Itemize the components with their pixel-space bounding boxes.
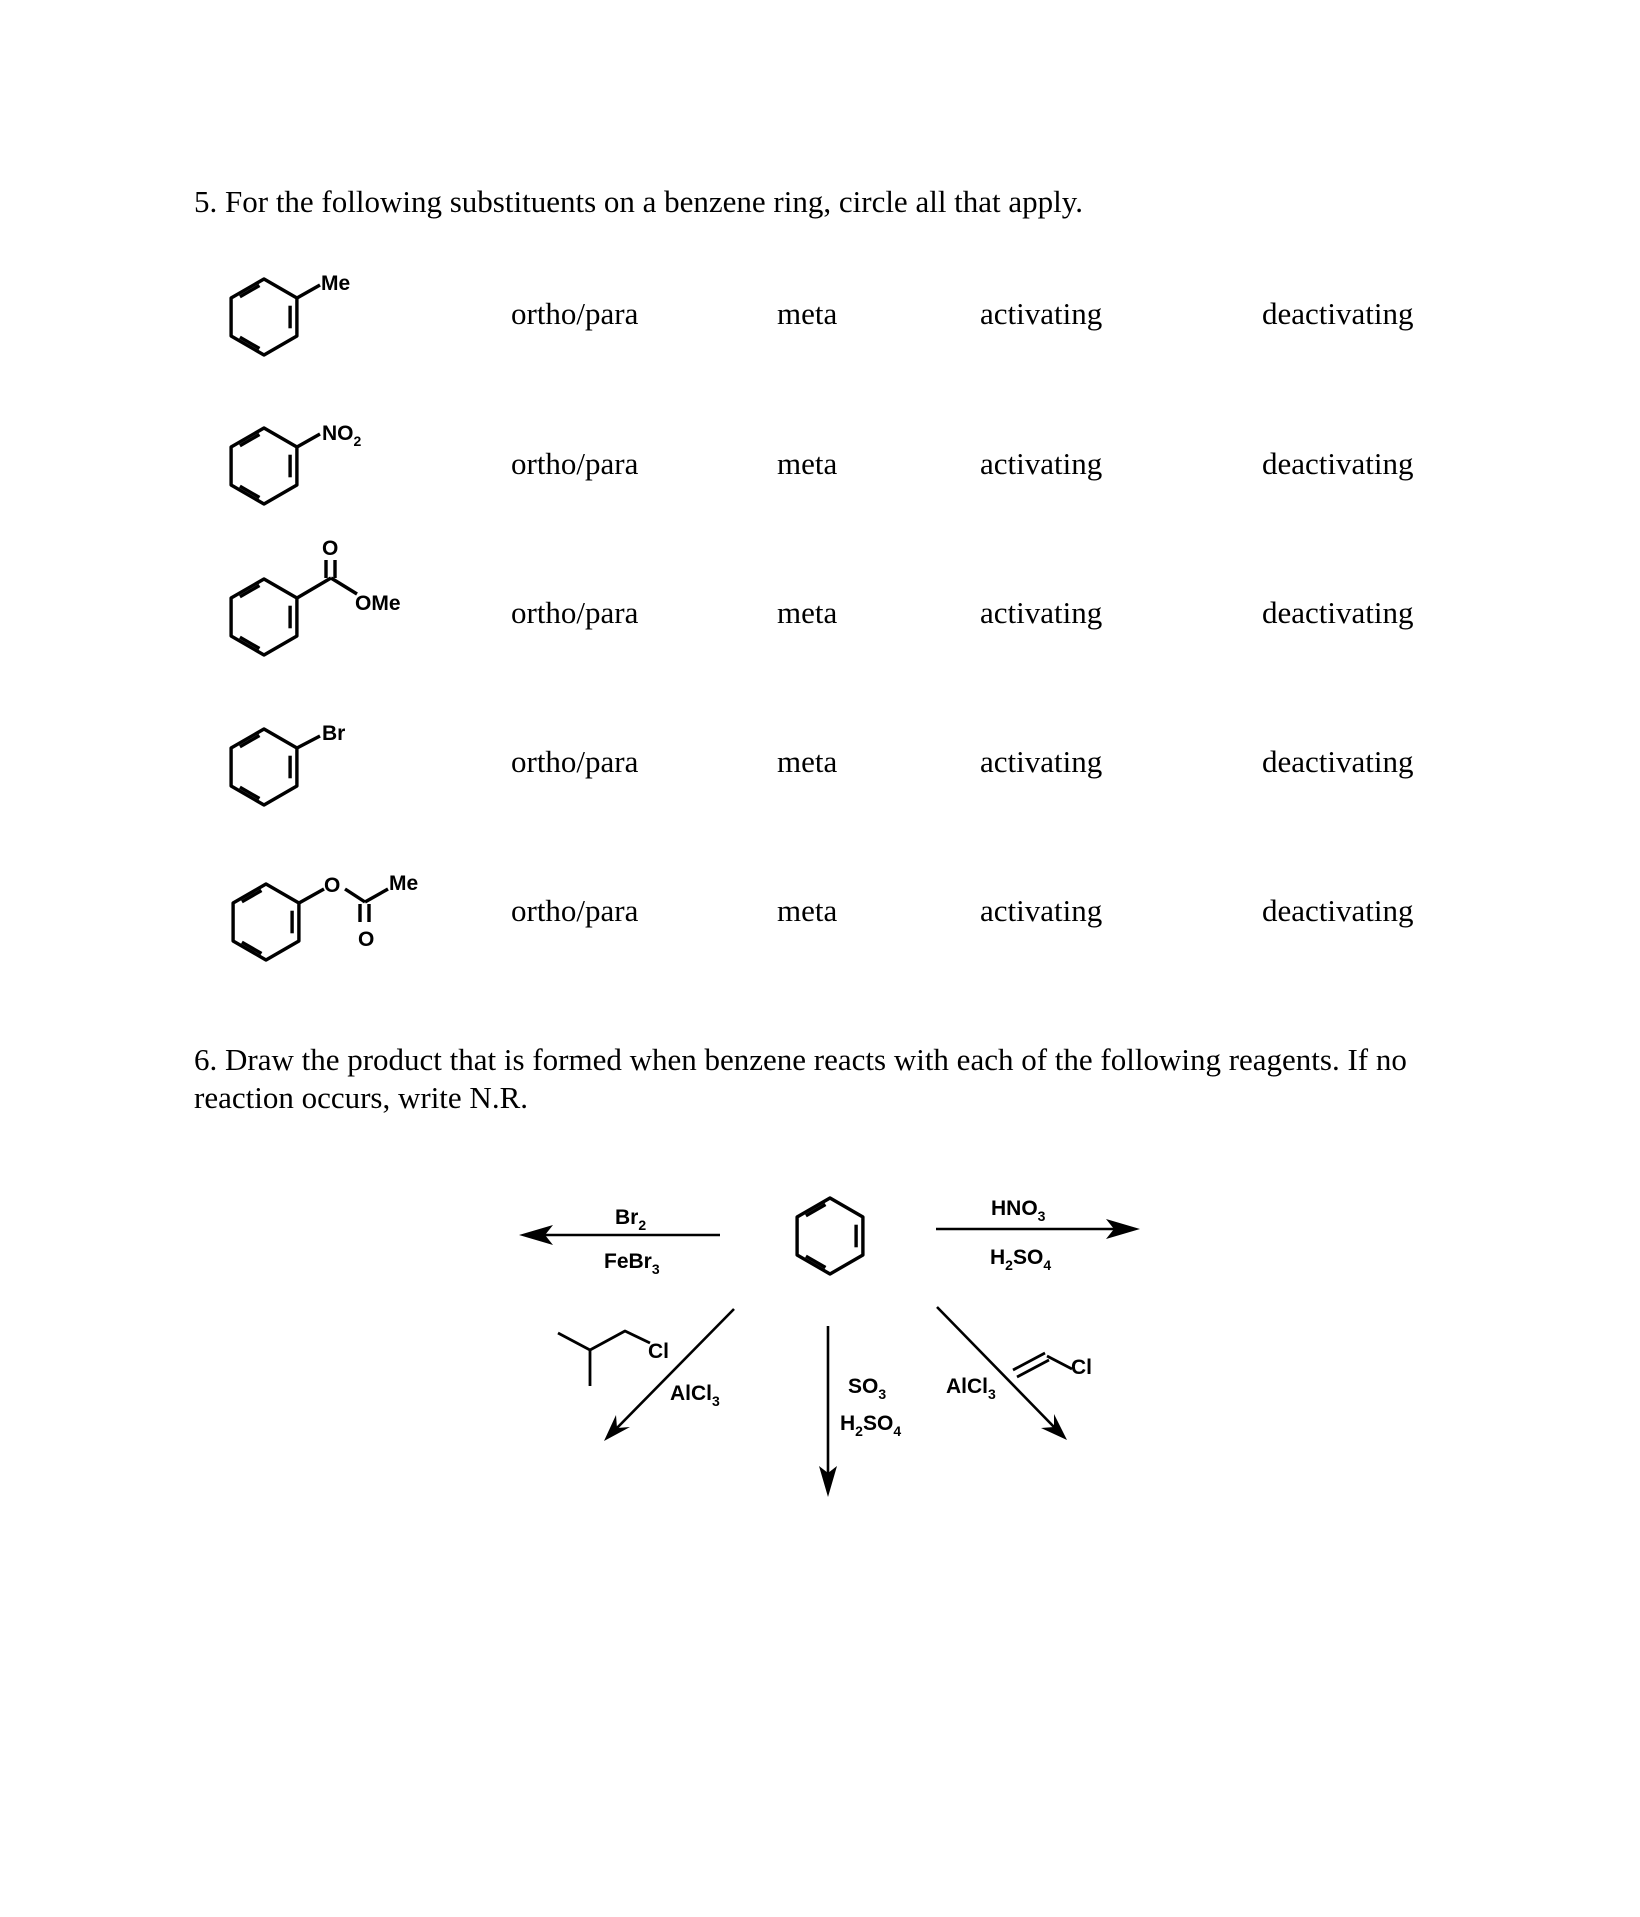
option-ortho-para[interactable]: ortho/para: [511, 296, 639, 331]
acetyl-methyl-label: Me: [389, 872, 419, 895]
vinyl-chloride-structure: [1013, 1353, 1092, 1379]
acetyl-carbonyl-label: O: [358, 928, 375, 951]
option-meta[interactable]: meta: [777, 744, 838, 779]
chloro-label: Cl: [648, 1340, 669, 1363]
option-deactivating[interactable]: deactivating: [1262, 893, 1414, 928]
option-deactivating[interactable]: deactivating: [1262, 446, 1414, 481]
iron-bromide-label: FeBr$_3$: [604, 1250, 660, 1277]
option-meta[interactable]: meta: [777, 893, 838, 928]
ester-oxygen-label: O: [324, 874, 341, 897]
option-ortho-para[interactable]: ortho/para: [511, 595, 639, 630]
option-meta[interactable]: meta: [777, 446, 838, 481]
option-deactivating[interactable]: deactivating: [1262, 744, 1414, 779]
question-6-prompt: 6. Draw the product that is formed when benzene reacts with each of the following reagents. If no reaction occurs, write N.R.: [194, 1042, 1407, 1115]
option-ortho-para[interactable]: ortho/para: [511, 893, 639, 928]
bromine-label: $Br_2$: [615, 1206, 647, 1233]
option-meta[interactable]: meta: [777, 595, 838, 630]
option-activating[interactable]: activating: [980, 744, 1103, 779]
sulfuric-acid-label: $H_2SO_4$: [990, 1246, 1052, 1273]
aluminum-chloride-label: AlCl$_3$: [946, 1375, 996, 1402]
aluminum-chloride-label: AlCl$_3$: [670, 1382, 720, 1409]
isobutyl-chloride-structure: [558, 1331, 669, 1386]
option-activating[interactable]: activating: [980, 893, 1103, 928]
option-meta[interactable]: meta: [777, 296, 838, 331]
nitric-acid-label: $HNO_3$: [991, 1197, 1046, 1224]
option-activating[interactable]: activating: [980, 446, 1103, 481]
option-activating[interactable]: activating: [980, 595, 1103, 630]
vinyl-chloride-arrow[interactable]: [937, 1307, 1067, 1440]
option-ortho-para[interactable]: ortho/para: [511, 446, 639, 481]
option-deactivating[interactable]: deactivating: [1262, 595, 1414, 630]
question-5-prompt: 5. For the following substituents on a benzene ring, circle all that apply.: [194, 184, 1084, 219]
option-deactivating[interactable]: deactivating: [1262, 296, 1414, 331]
nitro-label: $NO_2$: [322, 422, 362, 449]
methoxy-label: OMe: [355, 592, 401, 615]
option-ortho-para[interactable]: ortho/para: [511, 744, 639, 779]
option-activating[interactable]: activating: [980, 296, 1103, 331]
methyl-label: Me: [321, 272, 351, 295]
sulfonation-arrow[interactable]: [819, 1326, 837, 1497]
bromo-label: Br: [322, 722, 346, 745]
sulfuric-acid-label: $H_2SO_4$: [840, 1412, 902, 1439]
carbonyl-oxygen-label: O: [322, 537, 339, 560]
chloro-label: Cl: [1071, 1356, 1092, 1379]
benzene-reactant: [797, 1198, 863, 1274]
alkylation-arrow[interactable]: [604, 1309, 734, 1441]
sulfur-trioxide-label: $SO_3$: [848, 1375, 887, 1402]
